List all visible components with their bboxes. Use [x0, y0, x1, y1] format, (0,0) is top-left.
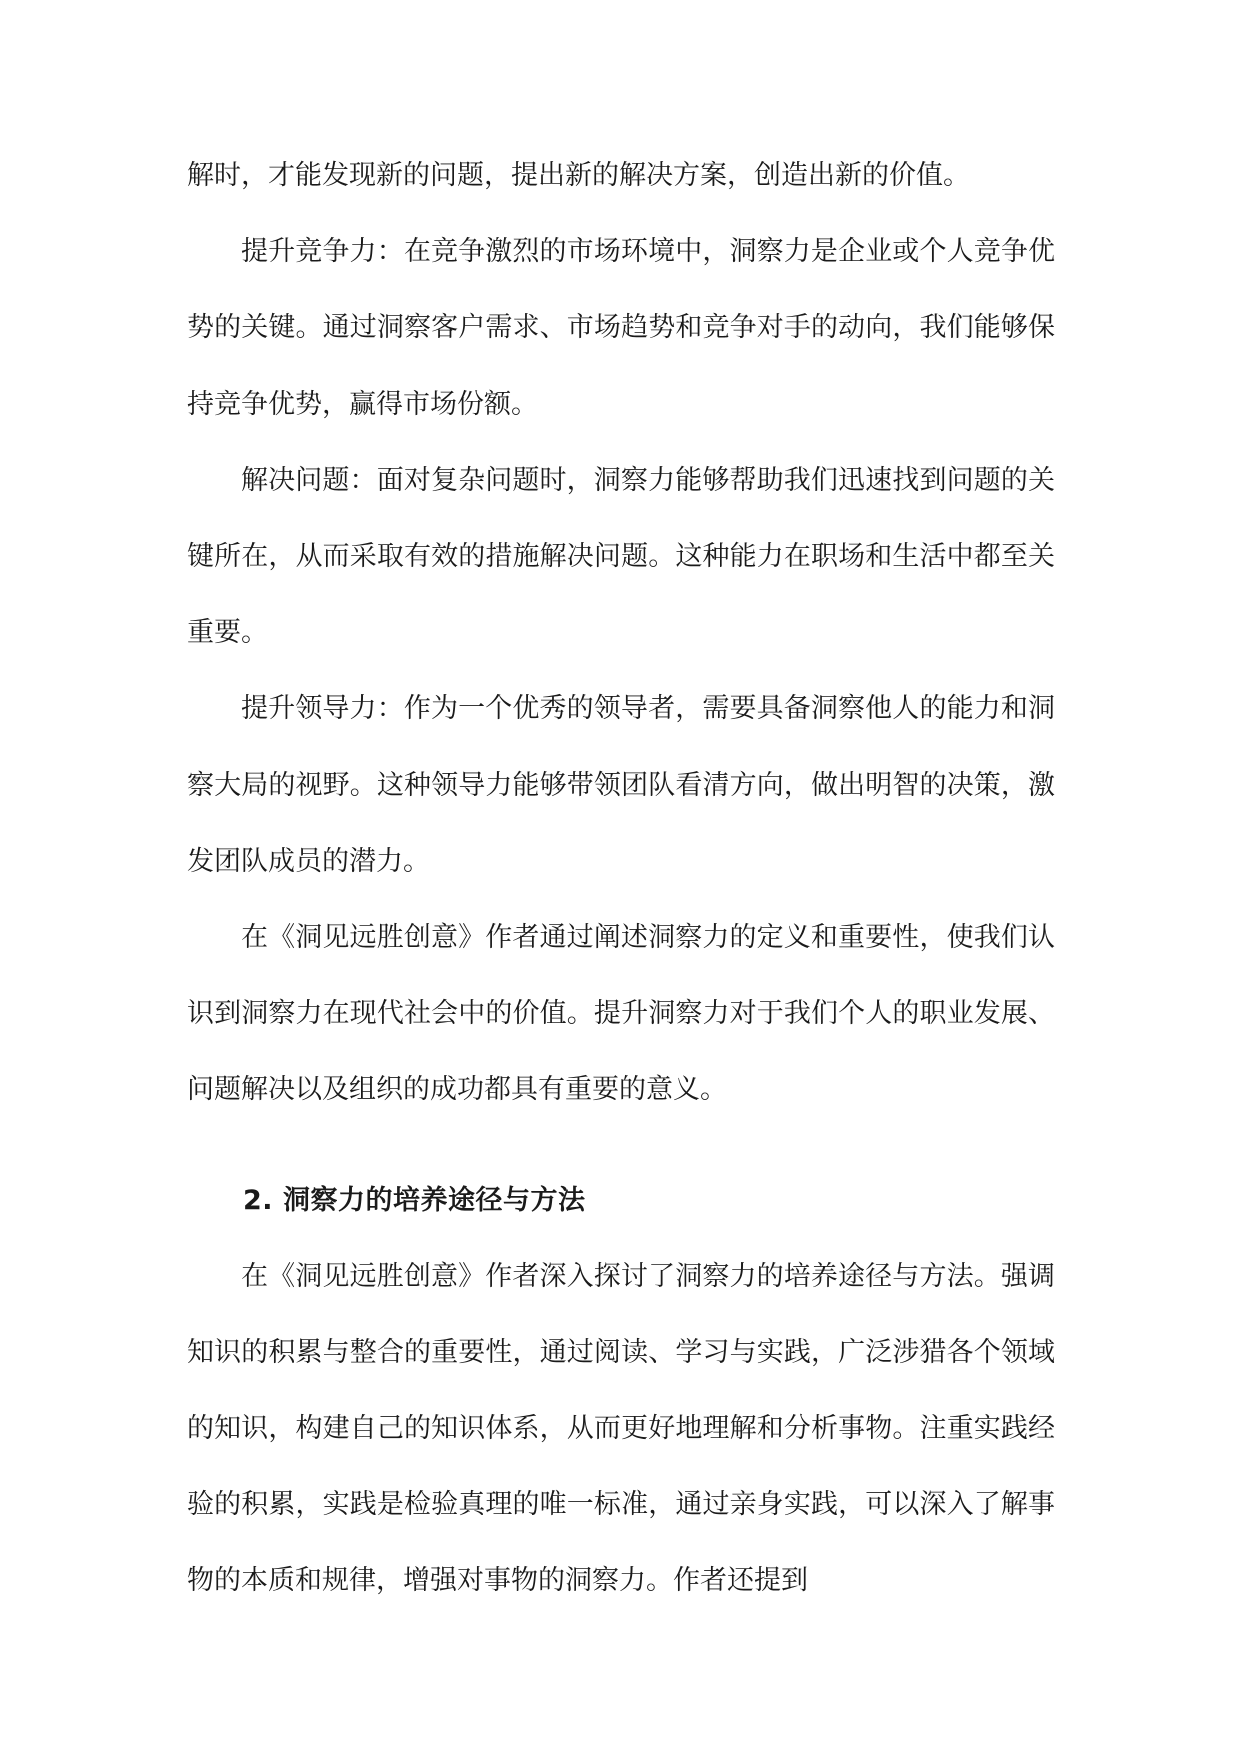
paragraph-competitiveness: 提升竞争力：在竞争激烈的市场环境中，洞察力是企业或个人竞争优势的关键。通过洞察客户需求、市场趋势和竞争对手的动向，我们能够保持竞争优势，赢得市场份额。 [187, 236, 1055, 420]
paragraph-problem-solving: 解决问题：面对复杂问题时，洞察力能够帮助我们迅速找到问题的关键所在，从而采取有效的措施解决问题。这种能力在职场和生活中都至关重要。 [187, 464, 1055, 649]
paragraph-cultivation-methods: 在《洞见远胜创意》作者深入探讨了洞察力的培养途径与方法。强调知识的积累与整合的重要性，通过阅读、学习与实践，广泛涉猎各个领域的知识，构建自己的知识体系，从而更好地理解和分析事物。注重实践经验的积累，实践是检验真理的唯一标准，通过亲身实践，可以深入了解事物的本质和规律，增强对事物的洞察力。作者还提到 [187, 1260, 1055, 1597]
paragraph-continuation: 解时，才能发现新的问题，提出新的解决方案，创造出新的价值。 [187, 160, 970, 191]
section-heading: 2. 洞察力的培养途径与方法 [243, 1184, 586, 1216]
document-body [187, 138, 1055, 1620]
paragraph-leadership: 提升领导力：作为一个优秀的领导者，需要具备洞察他人的能力和洞察大局的视野。这种领导力能够带领团队看清方向，做出明智的决策，激发团队成员的潜力。 [187, 693, 1055, 877]
paragraph-summary: 在《洞见远胜创意》作者通过阐述洞察力的定义和重要性，使我们认识到洞察力在现代社会中的价值。提升洞察力对于我们个人的职业发展、问题解决以及组织的成功都具有重要的意义。 [187, 922, 1055, 1106]
